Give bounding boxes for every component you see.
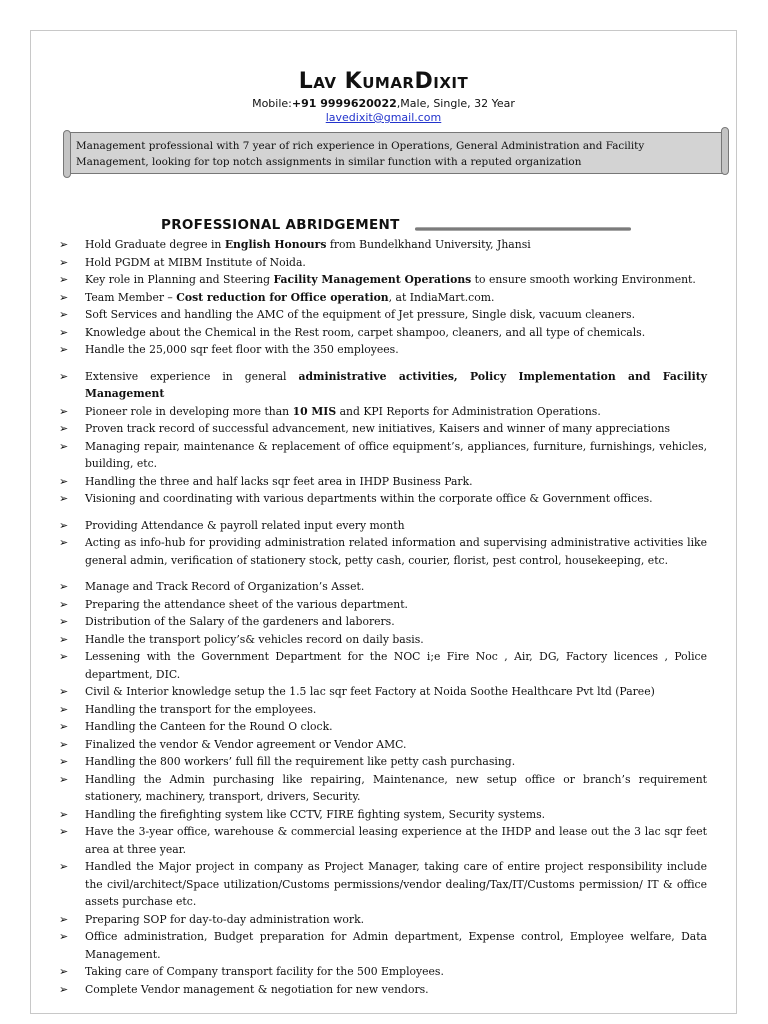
bullet-text: Providing Attendance & payroll related input every month — [85, 518, 405, 532]
bullet-item — [59, 823, 707, 858]
bullet-item — [59, 631, 707, 649]
bullet-text: Handling the Canteen for the Round O clock. — [85, 720, 333, 733]
bullet-text: Managing repair, maintenance & replacement of office equipment’s, appliances, furniture, furnishings, vehicles, building, etc. — [85, 439, 707, 470]
arrow-bullet-icon: ➢ — [59, 290, 69, 304]
bullet-item — [59, 981, 707, 999]
arrow-bullet-icon: ➢ — [59, 930, 69, 943]
arrow-bullet-icon: ➢ — [59, 982, 69, 996]
bullet-item — [59, 403, 707, 421]
bullet-item — [59, 490, 707, 508]
bullet-item — [59, 236, 707, 254]
mobile-number: +91 9999620022 — [291, 97, 397, 110]
arrow-bullet-icon: ➢ — [59, 685, 69, 698]
bullet-text-bold: 10 MIS — [292, 404, 337, 418]
bullet-item — [59, 911, 707, 929]
arrow-bullet-icon: ➢ — [59, 702, 69, 716]
bullet-text: Hold PGDM at MIBM Institute of Noida. — [85, 255, 306, 269]
bullet-item — [59, 771, 707, 806]
arrow-bullet-icon: ➢ — [59, 439, 69, 453]
bullet-text: Visioning and coordinating with various departments within the corporate office & Government offices. — [85, 492, 653, 505]
bullet-text: Handle the 25,000 sqr feet floor with the 350 employees. — [85, 343, 399, 356]
bullet-text: Knowledge about the Chemical in the Rest room, carpet shampoo, cleaners, and all type of chemicals. — [85, 325, 646, 339]
bullet-text: Handling the transport for the employees. — [85, 702, 317, 716]
bullet-item — [59, 701, 707, 719]
section-title: PROFESSIONAL ABRIDGEMENT — [161, 217, 400, 233]
bullet-text: Team Member – — [85, 290, 177, 304]
bullet-item — [59, 534, 707, 569]
mobile-label: Mobile: — [252, 97, 292, 110]
bullet-text: Handled the Major project in company as Project Manager, taking care of entire project responsibility include the civil/architect/Space utilization/Customs permissions/vendor dealing/Tax/IT/Customs permission/ IT & office assets purchase etc. — [85, 860, 707, 908]
bullet-text: Distribution of the Salary of the gardeners and laborers. — [85, 615, 395, 628]
summary-scroll-banner — [67, 132, 725, 174]
bullet-text: to ensure smooth working Environment. — [471, 273, 696, 286]
arrow-bullet-icon: ➢ — [59, 807, 69, 821]
arrow-bullet-icon: ➢ — [59, 720, 69, 733]
arrow-bullet-icon: ➢ — [59, 492, 69, 505]
arrow-bullet-icon: ➢ — [59, 737, 69, 751]
bullet-item — [59, 648, 707, 683]
bullet-item — [59, 753, 707, 771]
bullet-item — [59, 718, 707, 736]
bullet-item — [59, 963, 707, 981]
bullet-text-bold: Facility Management Operations — [273, 273, 472, 286]
bullet-text: Handling the 800 workers’ full fill the requirement like petty cash purchasing. — [85, 755, 516, 768]
bullet-item — [59, 578, 707, 596]
section-title-rule — [415, 227, 631, 231]
scroll-curl-left — [63, 130, 71, 178]
bullet-text: Finalized the vendor & Vendor agreement or Vendor AMC. — [85, 737, 407, 751]
resume-page — [30, 30, 737, 1014]
bullet-text-bold: administrative activities, Policy Implementation and Facility Management — [85, 369, 708, 400]
bullet-text: , at IndiaMart.com. — [388, 290, 495, 304]
bullet-text: Handling the firefighting system like CCTV, FIRE fighting system, Security systems. — [85, 807, 546, 821]
bullet-item — [59, 341, 707, 359]
arrow-bullet-icon: ➢ — [59, 650, 69, 663]
contact-line — [31, 97, 736, 111]
bullet-text-bold: Cost reduction for Office operation — [176, 290, 389, 304]
arrow-bullet-icon: ➢ — [59, 518, 69, 532]
bullet-item — [59, 254, 707, 272]
arrow-bullet-icon: ➢ — [59, 580, 69, 593]
bullet-text: Complete Vendor management & negotiation for new vendors. — [85, 982, 429, 996]
bullet-item — [59, 306, 707, 324]
bullet-text: Lessening with the Government Department for the NOC i;e Fire Noc , Air, DG, Factory licences , Police department, DIC. — [85, 650, 707, 681]
bullet-item — [59, 289, 707, 307]
arrow-bullet-icon: ➢ — [59, 422, 69, 435]
bullet-text: Handle the transport policy’s& vehicles record on daily basis. — [85, 632, 424, 646]
arrow-bullet-icon: ➢ — [59, 632, 69, 646]
bullet-list — [59, 236, 707, 998]
arrow-bullet-icon: ➢ — [59, 255, 69, 269]
bullet-text: Handling the Admin purchasing like repairing, Maintenance, new setup office or branch’s requirement stationery, machinery, transport, drivers, Security. — [85, 772, 707, 803]
bullet-text: Handling the three and half lacks sqr feet area in IHDP Business Park. — [85, 474, 473, 488]
bullet-text: Taking care of Company transport facility for the 500 Employees. — [85, 965, 444, 978]
arrow-bullet-icon: ➢ — [59, 860, 69, 873]
resume-header — [31, 69, 736, 125]
bullet-item — [59, 324, 707, 342]
bullet-item — [59, 517, 707, 535]
candidate-name: Lav KumarDixit — [298, 69, 469, 94]
bullet-item — [59, 438, 707, 473]
bullet-text: Pioneer role in developing more than — [85, 404, 293, 418]
arrow-bullet-icon: ➢ — [59, 536, 69, 549]
bullet-text: Acting as info-hub for providing administration related information and supervising administrative activities like general admin, verification of stationery stock, petty cash, courier, florist, pest control, housekeeping, etc. — [85, 536, 707, 567]
bullet-item — [59, 596, 707, 614]
bullet-text: Soft Services and handling the AMC of the equipment of Jet pressure, Single disk, vacuum cleaners. — [85, 308, 636, 321]
bullet-item — [59, 928, 707, 963]
arrow-bullet-icon: ➢ — [59, 597, 69, 611]
bullet-text-bold: English Honours — [224, 238, 327, 251]
bullet-text: Office administration, Budget preparation for Admin department, Expense control, Employee welfare, Data Management. — [85, 930, 707, 961]
bullet-item — [59, 420, 707, 438]
arrow-bullet-icon: ➢ — [59, 772, 69, 786]
bullet-text: Preparing the attendance sheet of the various department. — [85, 597, 408, 611]
bullet-text: Key role in Planning and Steering — [85, 273, 274, 286]
bullet-text: Preparing SOP for day-to-day administration work. — [85, 912, 365, 926]
arrow-bullet-icon: ➢ — [59, 965, 69, 978]
arrow-bullet-icon: ➢ — [59, 343, 69, 356]
bullet-item — [59, 271, 707, 289]
bullet-item — [59, 473, 707, 491]
scroll-curl-right — [721, 127, 729, 175]
arrow-bullet-icon: ➢ — [59, 273, 69, 286]
bullet-item — [59, 806, 707, 824]
arrow-bullet-icon: ➢ — [59, 308, 69, 321]
arrow-bullet-icon: ➢ — [59, 825, 69, 838]
bullet-text: Proven track record of successful advancement, new initiatives, Kaisers and winner of many appreciations — [85, 422, 670, 435]
arrow-bullet-icon: ➢ — [59, 404, 69, 418]
summary-text: Management professional with 7 year of rich experience in Operations, General Administration and Facility Management, looking for top notch assignments in similar function with a reputed organization — [76, 140, 645, 168]
arrow-bullet-icon: ➢ — [59, 912, 69, 926]
bullet-text: Hold Graduate degree in — [85, 238, 225, 251]
bullet-item — [59, 736, 707, 754]
bullet-text: and KPI Reports for Administration Operations. — [336, 404, 601, 418]
bullet-item — [59, 368, 707, 403]
bullet-text: Manage and Track Record of Organization’s Asset. — [85, 580, 365, 593]
bullet-text: Civil & Interior knowledge setup the 1.5 lac sqr feet Factory at Noida Soothe Healthcare Pvt ltd (Paree) — [85, 685, 655, 698]
bullet-text: Have the 3-year office, warehouse & commercial leasing experience at the IHDP and lease out the 3 lac sqr feet area at three year. — [85, 825, 707, 856]
bullet-text: from Bundelkhand University, Jhansi — [326, 238, 531, 251]
bullet-item — [59, 613, 707, 631]
arrow-bullet-icon: ➢ — [59, 325, 69, 339]
bullet-item — [59, 683, 707, 701]
email-link[interactable]: lavedixit@gmail.com — [325, 111, 442, 124]
bullet-item — [59, 858, 707, 911]
arrow-bullet-icon: ➢ — [59, 755, 69, 768]
bullet-text: Extensive experience in general — [85, 369, 299, 383]
arrow-bullet-icon: ➢ — [59, 615, 69, 628]
arrow-bullet-icon: ➢ — [59, 369, 69, 383]
personal-details: ,Male, Single, 32 Year — [396, 97, 515, 110]
arrow-bullet-icon: ➢ — [59, 238, 69, 251]
arrow-bullet-icon: ➢ — [59, 474, 69, 488]
